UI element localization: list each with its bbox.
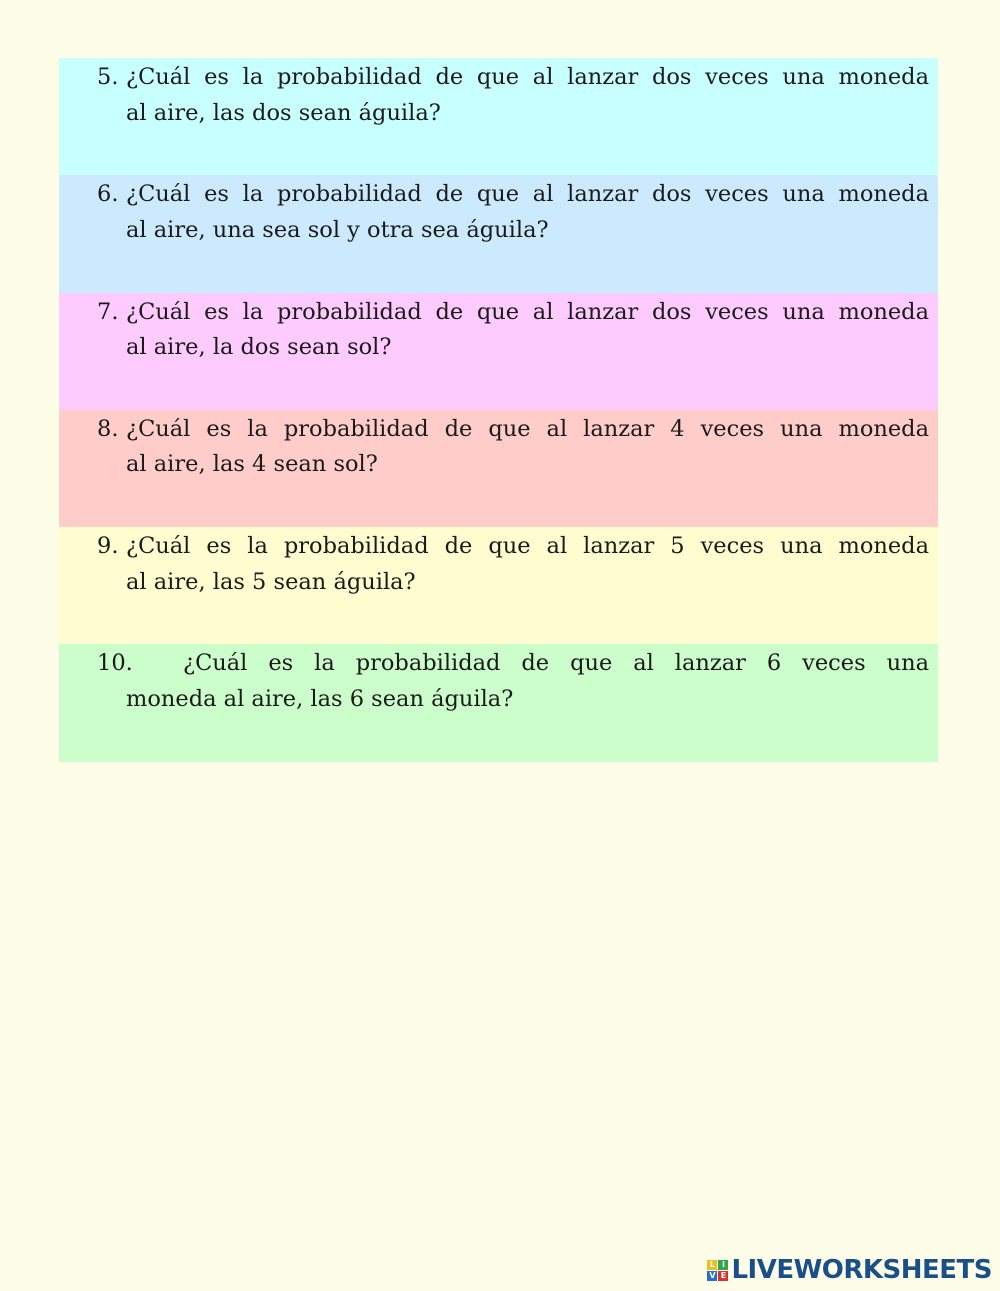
question-line-1: ¿Cuál es la probabilidad de que al lanzar dos veces una moneda [126,64,929,90]
question-line-2: al aire, una sea sol y otra sea águila? [126,216,549,243]
question-number: 5. [97,64,119,90]
question-number: 10. [97,650,133,677]
question-text [97,60,929,131]
logo-text: LIVEWORKSHEETS [731,1255,992,1285]
question-number: 7. [97,298,119,325]
question-6 [59,175,938,292]
question-list [59,58,938,762]
question-text [97,177,929,248]
question-line-2: al aire, las dos sean águila? [126,99,441,126]
question-line-1: ¿Cuál es la probabilidad de que al lanzar dos veces una moneda [126,181,929,208]
question-7 [59,293,938,410]
question-line-2: al aire, las 4 sean sol? [126,451,378,478]
question-8 [59,410,938,527]
liveworksheets-logo[interactable] [707,1255,992,1285]
question-text [97,412,929,483]
logo-mark-letter: L [707,1260,717,1270]
logo-mark-letter: V [709,1270,716,1280]
question-number: 6. [97,181,119,208]
question-9 [59,527,938,644]
question-line-1: ¿Cuál es la probabilidad de que al lanzar 6 veces una [183,650,929,677]
question-text [97,646,929,717]
logo-mark-icon [707,1260,728,1281]
question-line-1: ¿Cuál es la probabilidad de que al lanzar dos veces una moneda [126,298,929,325]
question-line-1: ¿Cuál es la probabilidad de que al lanzar 4 veces una moneda [126,415,929,442]
question-line-2: moneda al aire, las 6 sean águila? [126,685,514,712]
question-5 [59,58,938,175]
question-line-2: al aire, la dos sean sol? [126,334,392,361]
question-line-1: ¿Cuál es la probabilidad de que al lanzar 5 veces una moneda [126,533,929,560]
question-number: 9. [97,533,119,560]
question-line-2: al aire, las 5 sean águila? [126,568,416,595]
logo-mark-letter: E [718,1271,728,1281]
logo-mark-letter: I [718,1260,728,1270]
question-text [97,529,929,600]
question-10 [59,644,938,761]
question-number: 8. [97,415,119,442]
question-text [97,295,929,366]
